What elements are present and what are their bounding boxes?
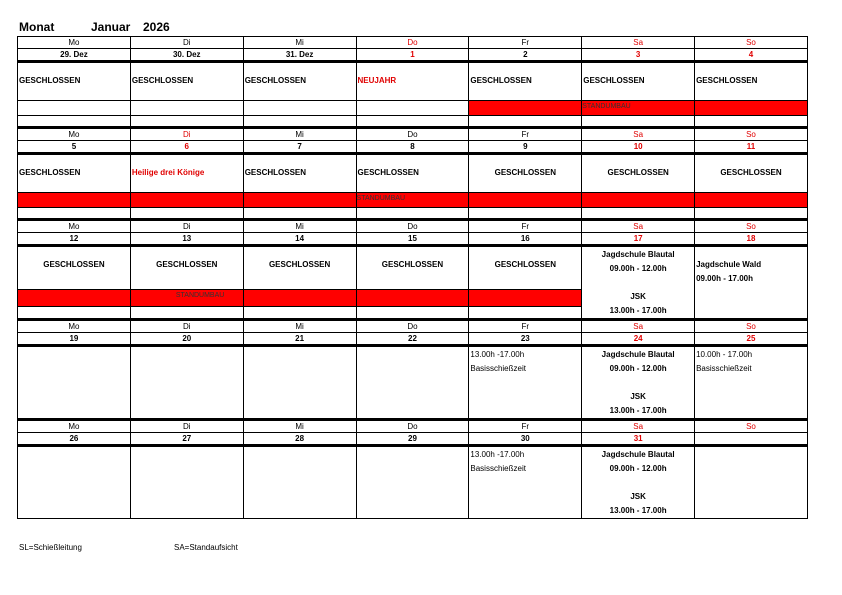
weekday-do: Do [356,320,469,333]
stripe-row [18,101,808,116]
event-row [18,246,808,290]
weekday-di: Di [130,420,243,433]
day-cell [18,62,131,101]
event-text: GESCHLOSSEN [494,168,556,177]
day-cell [243,154,356,193]
weekday-di: Di [130,128,243,141]
weekday-mo: Mo [18,420,131,433]
holiday-text: Heilige drei Könige [131,168,205,177]
session-name: Basisschießzeit [696,364,752,373]
weekday-do: Do [356,128,469,141]
standumbau-label: STANDUMBAU [356,195,406,202]
day-cell [130,346,243,420]
day-cell [695,62,808,101]
weekday-mo: Mo [18,220,131,233]
date-cell: 22 [356,333,469,346]
calendar-grid [17,36,808,519]
weekday-row [18,420,808,433]
event-text: GESCHLOSSEN [131,76,194,85]
course-name: JSK [630,392,646,401]
date-cell: 4 [695,49,808,62]
event-text: GESCHLOSSEN [268,260,331,269]
weekday-mo: Mo [18,320,131,333]
stripe-cell [18,289,131,306]
date-cell: 2 [469,49,582,62]
course-time: 09.00h - 12.00h [609,464,667,473]
date-row [18,333,808,346]
event-text: GESCHLOSSEN [607,168,669,177]
date-cell: 6 [130,141,243,154]
date-cell: 10 [582,141,695,154]
course-name: Jagdschule Blautal [601,250,675,259]
spacer-line [582,276,694,290]
stripe-cell [469,101,582,116]
event-text: GESCHLOSSEN [244,76,307,85]
weekday-do: Do [356,37,469,49]
day-cell [243,62,356,101]
weekday-mi: Mi [243,128,356,141]
day-cell [582,62,695,101]
course-time: 13.00h - 17.00h [609,506,667,515]
day-cell [243,446,356,519]
event-text: GESCHLOSSEN [244,168,307,177]
weekday-sa: Sa [582,128,695,141]
date-cell: 31. Dez [243,49,356,62]
spacer-line [582,376,694,390]
weekday-mo: Mo [18,37,131,49]
stripe-cell [356,193,469,208]
course-time: 13.00h - 17.00h [609,306,667,315]
weekday-so: So [695,320,808,333]
event-text: GESCHLOSSEN [19,168,81,177]
month-name: Januar [91,20,131,34]
weekday-row [18,37,808,49]
stripe-cell [243,193,356,208]
weekday-row [18,128,808,141]
stripe-cell [243,289,356,306]
day-cell [243,246,356,290]
day-cell [130,62,243,101]
day-cell-sun [695,446,808,519]
weekday-so: So [695,420,808,433]
date-cell: 28 [243,433,356,446]
event-text: GESCHLOSSEN [19,76,81,85]
day-cell [469,62,582,101]
event-text: GESCHLOSSEN [494,260,556,269]
date-cell: 23 [469,333,582,346]
stripe-cell [695,101,808,116]
date-cell: 16 [469,233,582,246]
date-cell [695,433,808,446]
event-text: GESCHLOSSEN [381,260,444,269]
date-cell: 30 [469,433,582,446]
day-cell [695,154,808,193]
weekday-sa: Sa [582,37,695,49]
weekday-fr: Fr [469,420,582,433]
session-time: 10.00h - 17.00h [696,350,753,359]
weekday-mi: Mi [243,220,356,233]
date-cell: 12 [18,233,131,246]
weekday-sa: Sa [582,420,695,433]
stripe-cell [582,101,695,116]
date-cell: 27 [130,433,243,446]
holiday-text: NEUJAHR [357,76,397,85]
session-time: 13.00h -17.00h [470,350,525,359]
event-row [18,446,808,519]
date-cell: 13 [130,233,243,246]
spacer-row [18,208,808,220]
day-cell [356,62,469,101]
date-cell: 29. Dez [18,49,131,62]
stripe-cell [130,101,243,116]
day-cell [130,446,243,519]
stripe-cell [695,193,808,208]
date-cell: 24 [582,333,695,346]
date-cell: 20 [130,333,243,346]
weekday-di: Di [130,320,243,333]
stripe-cell [18,193,131,208]
weekday-do: Do [356,420,469,433]
date-cell: 31 [582,433,695,446]
day-cell-sat [582,346,695,420]
weekday-so: So [695,128,808,141]
weekday-fr: Fr [469,37,582,49]
day-cell-sun [695,246,808,320]
date-cell: 14 [243,233,356,246]
day-cell [18,246,131,290]
event-row [18,346,808,420]
date-row [18,233,808,246]
weekday-mi: Mi [243,420,356,433]
day-cell-fri [469,346,582,420]
date-cell: 1 [356,49,469,62]
date-cell: 21 [243,333,356,346]
weekday-do: Do [356,220,469,233]
event-text: GESCHLOSSEN [357,168,419,177]
day-cell [356,154,469,193]
day-cell [469,154,582,193]
day-cell-fri [469,446,582,519]
standumbau-label: STANDUMBAU [582,103,631,110]
event-row [18,62,808,101]
course-time: 09.00h - 17.00h [696,274,753,283]
date-cell: 29 [356,433,469,446]
date-cell: 5 [18,141,131,154]
date-cell: 26 [18,433,131,446]
day-cell [18,346,131,420]
stripe-cell [18,101,131,116]
event-text: GESCHLOSSEN [43,260,105,269]
session-time: 13.00h -17.00h [470,450,525,459]
course-time: 13.00h - 17.00h [609,406,667,415]
weekday-so: So [695,37,808,49]
course-name: Jagdschule Blautal [601,450,675,459]
session-name: Basisschießzeit [470,464,526,473]
day-cell-sun [695,346,808,420]
weekday-mi: Mi [243,37,356,49]
weekday-mi: Mi [243,320,356,333]
event-text: GESCHLOSSEN [156,260,218,269]
course-time: 09.00h - 12.00h [609,264,667,273]
day-cell [130,246,243,290]
legend-sa: SA=Standaufsicht [174,543,238,552]
date-cell: 19 [18,333,131,346]
weekday-fr: Fr [469,320,582,333]
stripe-cell [356,289,469,306]
date-row [18,141,808,154]
stripe-cell [130,289,243,306]
weekday-sa: Sa [582,320,695,333]
date-cell: 11 [695,141,808,154]
event-text: GESCHLOSSEN [470,76,532,85]
day-cell-sat [582,246,695,320]
course-name: Jagdschule Wald [696,260,762,269]
date-cell: 15 [356,233,469,246]
weekday-row [18,320,808,333]
weekday-fr: Fr [469,220,582,233]
day-cell [356,246,469,290]
day-cell [469,246,582,290]
weekday-sa: Sa [582,220,695,233]
month-label: Monat [19,20,55,34]
weekday-so: So [695,220,808,233]
date-row [18,49,808,62]
day-cell [18,154,131,193]
date-cell: 9 [469,141,582,154]
event-text: GESCHLOSSEN [696,76,758,85]
stripe-cell [582,193,695,208]
event-text: GESCHLOSSEN [583,76,645,85]
spacer-line [582,476,694,490]
stripe-cell [243,101,356,116]
day-cell [130,154,243,193]
date-cell: 7 [243,141,356,154]
stripe-cell [469,193,582,208]
date-cell: 8 [356,141,469,154]
weekday-di: Di [130,37,243,49]
spacer-row [18,116,808,128]
event-text: GESCHLOSSEN [720,168,782,177]
date-cell: 3 [582,49,695,62]
date-row [18,433,808,446]
date-cell: 25 [695,333,808,346]
day-cell [356,446,469,519]
course-name: JSK [630,292,646,301]
session-name: Basisschießzeit [470,364,526,373]
weekday-row [18,220,808,233]
stripe-cell [130,193,243,208]
day-cell [18,446,131,519]
date-cell: 18 [695,233,808,246]
date-cell: 17 [582,233,695,246]
weekday-di: Di [130,220,243,233]
day-cell-sat [582,446,695,519]
day-cell [243,346,356,420]
stripe-cell [356,101,469,116]
year: 2026 [143,20,170,34]
stripe-row [18,193,808,208]
standumbau-label: STANDUMBAU [175,291,225,299]
stripe-cell [469,289,582,306]
event-row [18,154,808,193]
date-cell: 30. Dez [130,49,243,62]
course-name: JSK [630,492,646,501]
course-name: Jagdschule Blautal [601,350,675,359]
day-cell [582,154,695,193]
weekday-fr: Fr [469,128,582,141]
weekday-mo: Mo [18,128,131,141]
day-cell [356,346,469,420]
course-time: 09.00h - 12.00h [609,364,667,373]
legend-sl: SL=Schießleitung [19,543,82,552]
